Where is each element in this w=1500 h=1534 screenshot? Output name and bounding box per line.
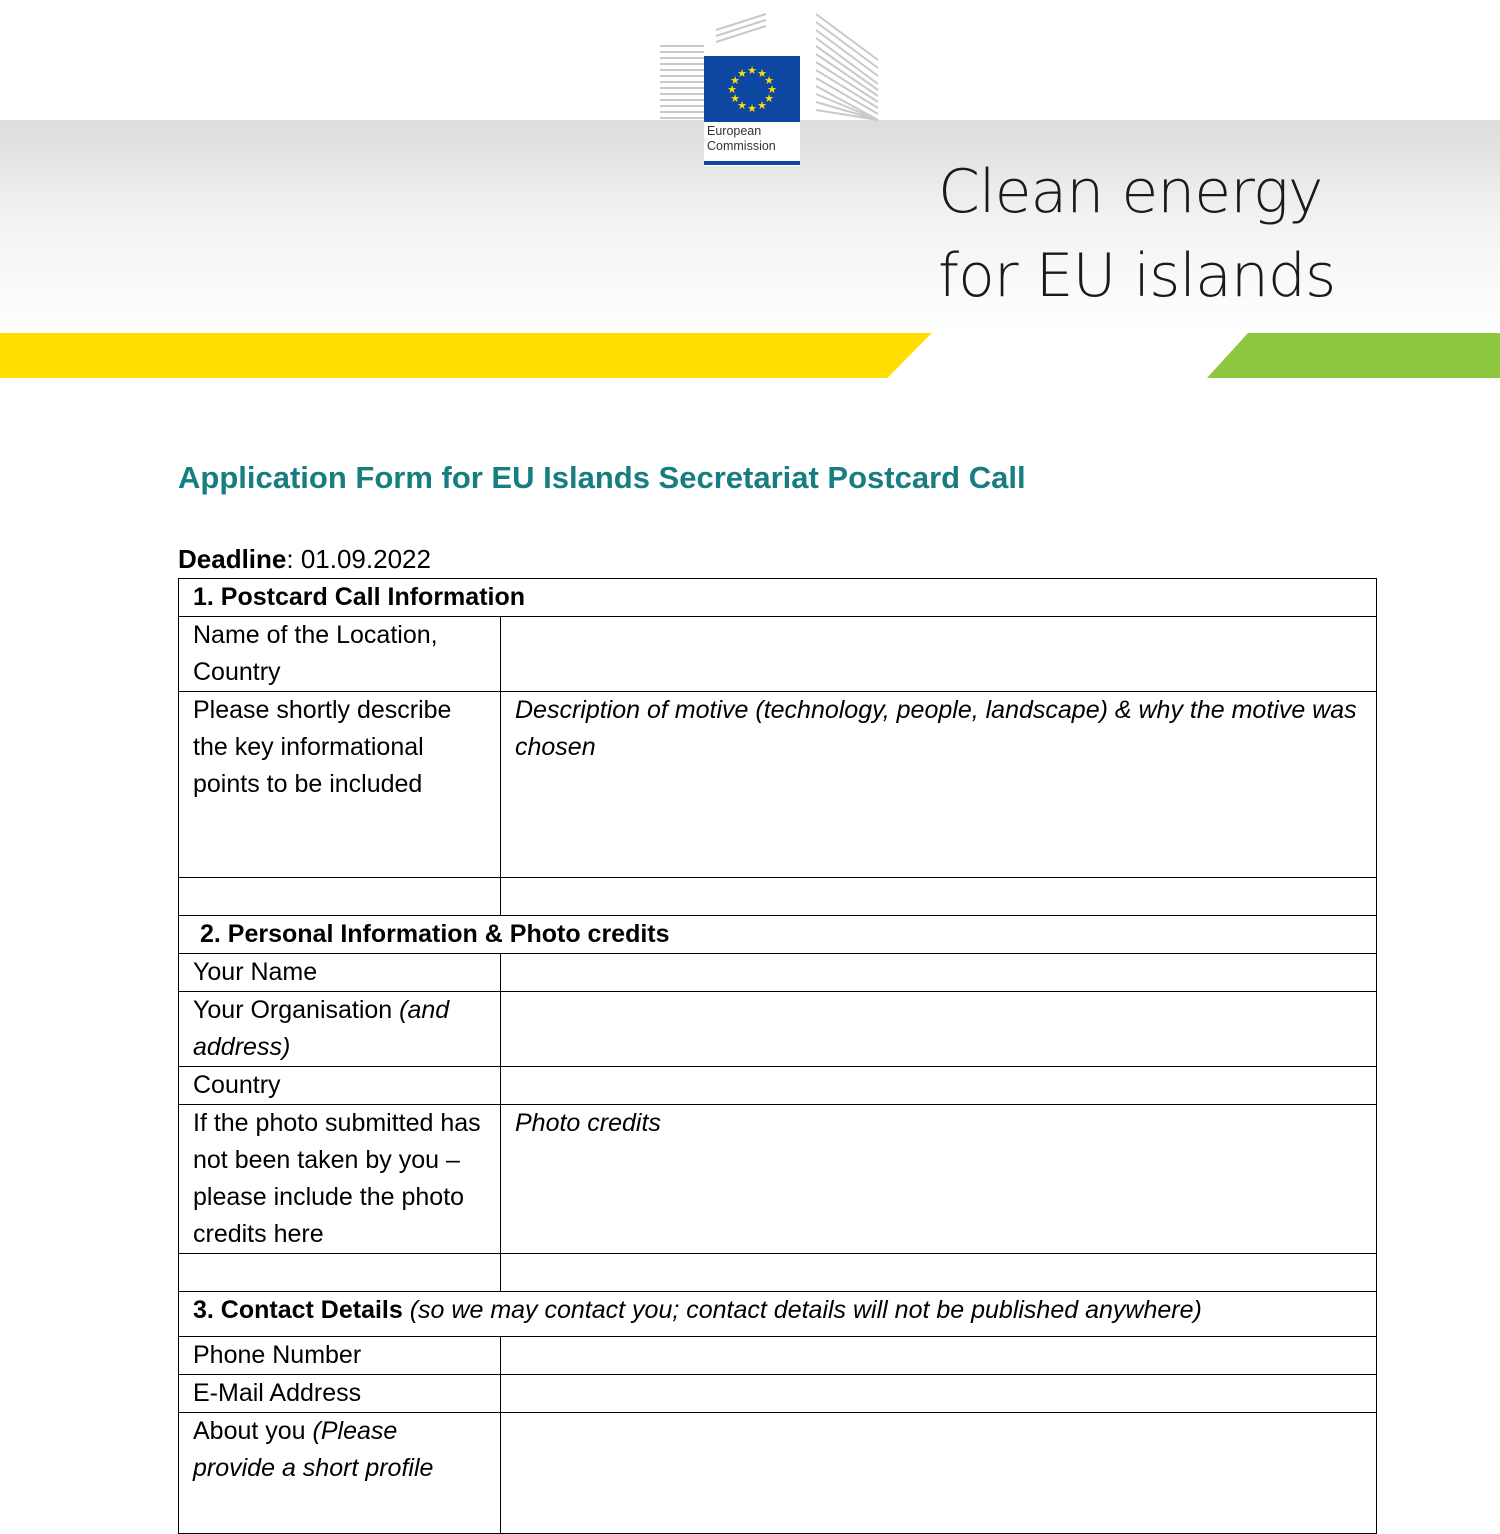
yellow-stripe (0, 333, 932, 378)
spacer-row-1 (179, 878, 1377, 916)
svg-text:★: ★ (730, 74, 740, 87)
photo-credits-field[interactable]: Photo credits (501, 1105, 1377, 1254)
svg-text:★: ★ (764, 74, 774, 87)
describe-label: Please shortly describe the key informational points to be included (179, 692, 501, 878)
photo-credits-row (179, 1105, 1377, 1254)
section3-heading-row (179, 1292, 1377, 1337)
country-label: Country (179, 1067, 501, 1105)
deadline (178, 542, 431, 576)
deadline-label: Deadline (178, 544, 287, 574)
section3-heading: 3. Contact Details (so we may contact you; contact details will not be published anywhere) (179, 1292, 1377, 1337)
email-field[interactable] (501, 1375, 1377, 1413)
svg-text:★: ★ (737, 67, 747, 80)
photo-credits-label: If the photo submitted has not been taken by you – please include the photo credits here (179, 1105, 501, 1254)
brand-title: Clean energy for EU islands (938, 157, 1336, 311)
spacer-cell (501, 878, 1377, 916)
describe-field[interactable]: Description of motive (technology, people, landscape) & why the motive was chosen (501, 692, 1377, 878)
location-row (179, 617, 1377, 692)
email-row (179, 1375, 1377, 1413)
logo-underline (704, 161, 800, 165)
organisation-label: Your Organisation (and address) (179, 992, 501, 1067)
country-field[interactable] (501, 1067, 1377, 1105)
svg-text:★: ★ (737, 99, 747, 112)
name-row (179, 954, 1377, 992)
country-row (179, 1067, 1377, 1105)
organisation-row (179, 992, 1377, 1067)
name-label: Your Name (179, 954, 501, 992)
svg-text:★: ★ (730, 92, 740, 105)
about-row (179, 1413, 1377, 1534)
svg-text:★: ★ (757, 67, 767, 80)
phone-row (179, 1337, 1377, 1375)
location-label: Name of the Location, Country (179, 617, 501, 692)
logo-wordmark: European Commission (707, 124, 776, 153)
spacer-row-2 (179, 1254, 1377, 1292)
about-label: About you (Please provide a short profile (179, 1413, 501, 1534)
svg-text:★: ★ (757, 99, 767, 112)
section2-heading-row (179, 916, 1377, 954)
svg-text:★: ★ (727, 83, 737, 96)
spacer-cell (179, 878, 501, 916)
about-field[interactable] (501, 1413, 1377, 1534)
phone-label: Phone Number (179, 1337, 501, 1375)
section1-heading-row (179, 579, 1377, 617)
name-field[interactable] (501, 954, 1377, 992)
section1-heading: 1. Postcard Call Information (179, 579, 1377, 617)
describe-row (179, 692, 1377, 878)
svg-text:★: ★ (764, 92, 774, 105)
spacer-cell (179, 1254, 501, 1292)
svg-text:★: ★ (747, 102, 757, 115)
svg-text:★: ★ (767, 83, 777, 96)
email-label: E-Mail Address (179, 1375, 501, 1413)
organisation-field[interactable] (501, 992, 1377, 1067)
phone-field[interactable] (501, 1337, 1377, 1375)
section2-heading: 2. Personal Information & Photo credits (179, 916, 1377, 954)
spacer-cell (501, 1254, 1377, 1292)
deadline-value: : 01.09.2022 (286, 544, 431, 574)
page-title: Application Form for EU Islands Secretariat Postcard Call (178, 460, 1026, 495)
application-form-table (178, 578, 1377, 1534)
green-stripe (1207, 333, 1500, 378)
location-field[interactable] (501, 617, 1377, 692)
svg-text:★: ★ (747, 64, 757, 77)
